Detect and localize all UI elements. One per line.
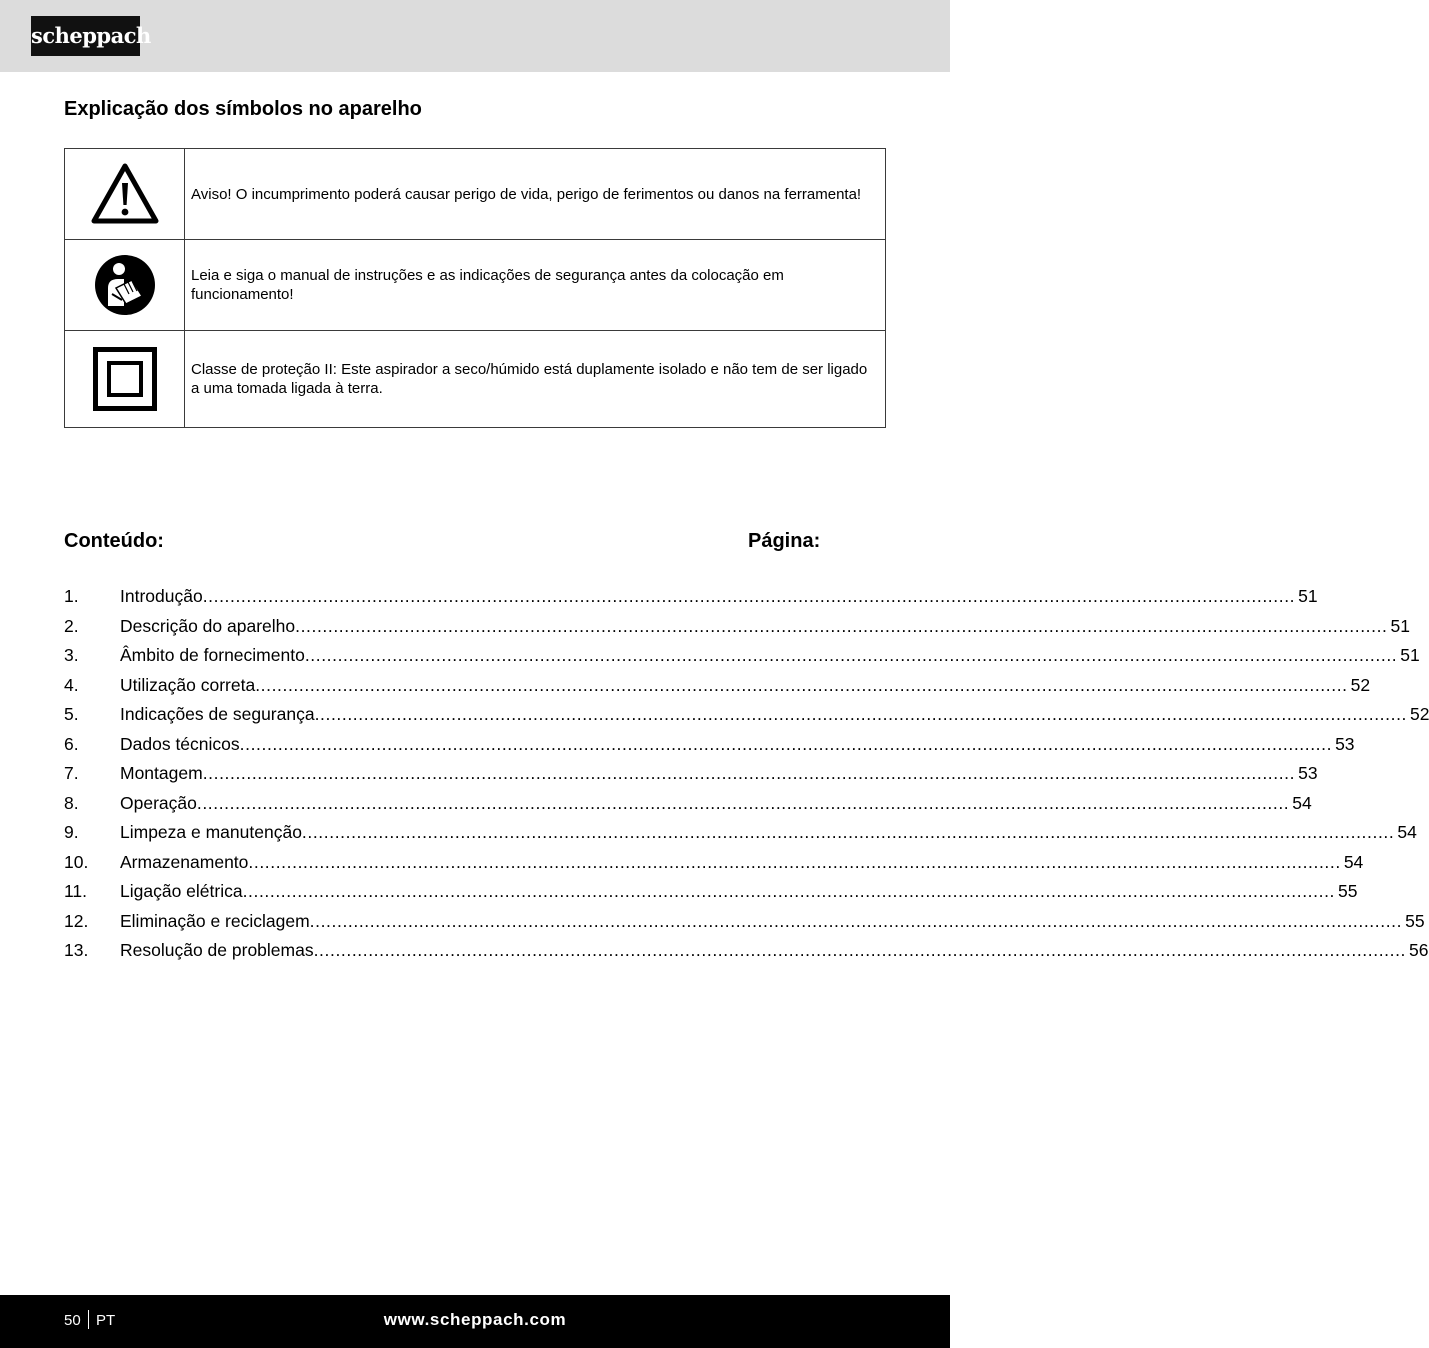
toc-entry[interactable] [64,641,1420,671]
toc-contents-heading: Conteúdo: [64,530,164,552]
toc-entry-label: Descrição do aparelho [120,615,296,636]
section-title: Explicação dos símbolos no aparelho [64,98,422,120]
toc-dot-leader: ........................................................................................................................................................................................................ [248,851,1341,872]
warning-triangle-icon [65,149,185,239]
footer-website-link[interactable]: www.scheppach.com [383,1310,567,1329]
toc-entry-label: Utilização correta [120,674,256,695]
toc-entry-label: Operação [120,792,197,813]
toc-entry-label: Resolução de problemas [120,940,314,960]
toc-entry-page: 51 [1390,615,1410,636]
toc-entry-number: 13. [64,940,89,960]
toc-entry-number: 7. [64,763,79,783]
toc-entry[interactable] [64,818,1417,848]
symbol-row-warning [65,149,885,240]
toc-entry-number: 5. [64,704,79,724]
toc-entry-label: Armazenamento [120,851,249,872]
toc-entry-label: Dados técnicos [120,733,240,754]
toc-entry[interactable] [64,759,1318,789]
toc-entry-number: 2. [64,615,79,636]
toc-dot-leader: ........................................................................................................................................................................................................ [314,704,1407,724]
toc-entry[interactable] [64,582,1318,612]
toc-entry[interactable] [64,877,1358,907]
toc-entry-page: 55 [1405,910,1425,931]
toc-entry-page: 52 [1350,674,1371,695]
toc-page-heading: Página: [748,530,821,552]
toc-dot-leader: ........................................................................................................................................................................................................ [301,822,1395,842]
toc-entry-label: Indicações de segurança [120,704,315,724]
toc-entry-page: 51 [1298,586,1318,606]
toc-entry[interactable] [64,700,1429,730]
table-of-contents [64,582,1429,966]
toc-entry-label: Limpeza e manutenção [120,822,302,842]
toc-entry[interactable] [64,612,1410,642]
toc-entry-page: 54 [1397,822,1417,842]
toc-dot-leader: ........................................................................................................................................................................................................ [295,615,1388,636]
symbol-description: Aviso! O incumprimento poderá causar perigo de vida, perigo de ferimentos ou danos na ferramenta! [191,185,862,203]
toc-entry-label: Introdução [120,586,203,606]
toc-dot-leader: ........................................................................................................................................................................................................ [202,586,1296,606]
protection-class-ii-icon [65,331,185,427]
toc-entry-page: 54 [1292,792,1312,813]
toc-entry-number: 10. [64,851,89,872]
footer-page-number: 50 [64,1312,81,1329]
page-footer [0,1295,950,1348]
toc-entry-label: Montagem [120,763,203,783]
toc-entry[interactable] [64,936,1429,966]
toc-dot-leader: ........................................................................................................................................................................................................ [239,733,1333,754]
symbol-description: Classe de proteção II: Este aspirador a seco/húmido está duplamente isolado e não tem de ser ligado a uma tomada ligada à terra. [191,361,868,397]
toc-dot-leader: ........................................................................................................................................................................................................ [313,940,1407,960]
toc-dot-leader: ........................................................................................................................................................................................................ [309,910,1403,931]
toc-entry[interactable] [64,848,1364,878]
toc-dot-leader: ........................................................................................................................................................................................................ [255,674,1348,695]
symbol-row-protection-class [65,331,885,427]
footer-language: PT [96,1312,116,1329]
toc-entry-label: Âmbito de fornecimento [120,645,305,665]
toc-dot-leader: ........................................................................................................................................................................................................ [196,792,1290,813]
symbols-table [64,148,886,428]
toc-entry-page: 56 [1409,940,1429,960]
toc-entry-number: 1. [64,586,79,606]
toc-entry-number: 6. [64,733,79,754]
toc-entry-number: 3. [64,645,79,665]
toc-entry-page: 55 [1338,881,1358,901]
toc-entry[interactable] [64,730,1355,760]
toc-entry[interactable] [64,789,1312,819]
toc-entry-page: 54 [1343,851,1364,872]
toc-dot-leader: ........................................................................................................................................................................................................ [304,645,1398,665]
toc-entry-page: 53 [1298,763,1318,783]
toc-entry-number: 4. [64,674,79,695]
toc-entry-page: 51 [1400,645,1420,665]
read-manual-icon [65,240,185,330]
toc-entry-number: 12. [64,910,89,931]
toc-entry-label: Eliminação e reciclagem [120,910,310,931]
toc-entry-label: Ligação elétrica [120,881,243,901]
symbol-row-manual [65,240,885,331]
toc-entry-number: 11. [64,881,88,901]
toc-entry-number: 8. [64,792,79,813]
page-header [0,0,950,72]
symbol-description: Leia e siga o manual de instruções e as indicações de segurança antes da colocação em funcionamento! [191,267,784,303]
toc-dot-leader: ........................................................................................................................................................................................................ [202,763,1296,783]
toc-entry-page: 52 [1410,704,1429,724]
toc-entry[interactable] [64,907,1425,937]
toc-entry-number: 9. [64,822,79,842]
toc-dot-leader: ........................................................................................................................................................................................................ [242,881,1335,901]
toc-entry-page: 53 [1335,733,1355,754]
toc-entry[interactable] [64,671,1371,701]
scheppach-logo: scheppach [31,16,140,56]
